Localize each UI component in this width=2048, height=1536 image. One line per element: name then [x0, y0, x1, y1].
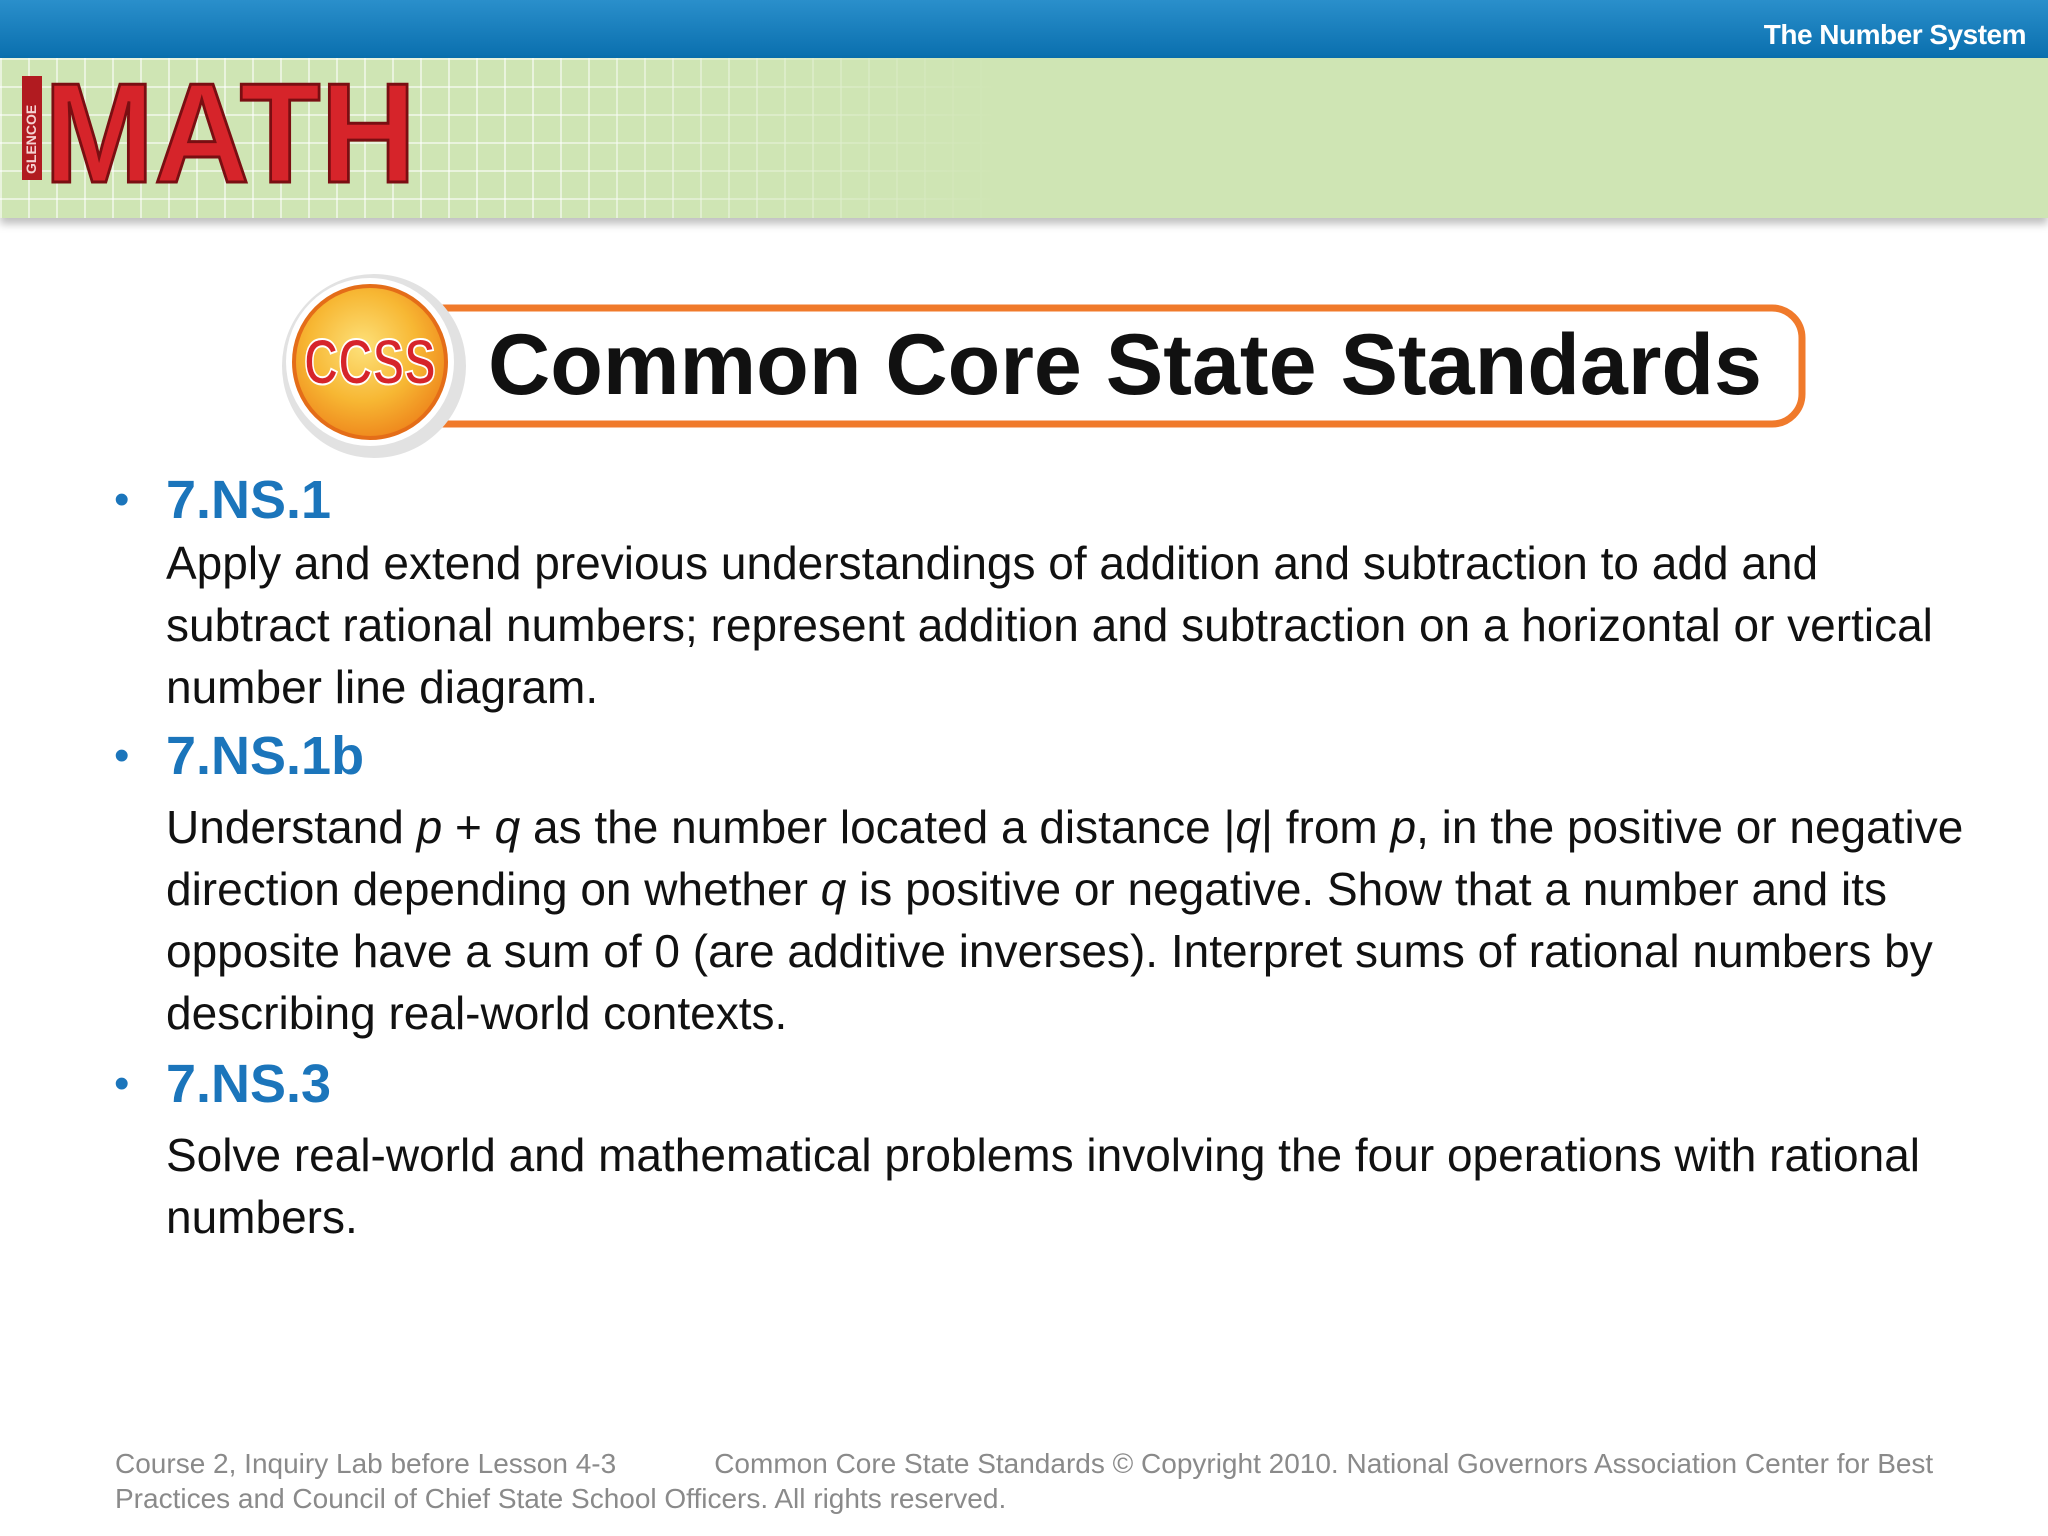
ccss-badge-text: CCSS	[304, 326, 436, 398]
standard-item	[110, 1054, 1970, 1248]
ccss-title: Common Core State Standards	[488, 317, 1763, 413]
standard-description: Solve real-world and mathematical problems involving the four operations with rational numbers.	[166, 1129, 1920, 1243]
logo-spine-text: GLENCOE	[23, 104, 39, 174]
ccss-header	[282, 266, 1812, 466]
standards-list	[110, 470, 1970, 1248]
math-logo	[22, 62, 422, 192]
standard-item	[110, 726, 1970, 1044]
footer	[115, 1446, 1995, 1516]
bullet: •	[114, 731, 130, 780]
standard-code: 7.NS.3	[166, 1054, 332, 1114]
standard-code: 7.NS.1	[166, 470, 332, 530]
standard-description: Understand p + q as the number located a distance |q| from p, in the positive or negative direction depending on whether q is positive or negative. Show that a number and its opposite have a sum of 0 (are additive inverses). Interpret sums of rational numbers by describing real-world contexts.	[166, 801, 1964, 1039]
bullet: •	[114, 1059, 130, 1108]
standard-code: 7.NS.1b	[166, 726, 365, 786]
footer-copyright: Common Core State Standards © Copyright 2010. National Governors Association Center for Best Practices and Council of Chief State School Officers. All rights reserved.	[115, 1448, 1934, 1514]
logo-math-text: MATH	[44, 62, 416, 192]
footer-lesson: Course 2, Inquiry Lab before Lesson 4-3	[115, 1448, 617, 1479]
standard-description: Apply and extend previous understandings of addition and subtraction to add and subtract rational numbers; represent addition and subtraction on a horizontal or vertical number line diagram.	[166, 537, 1933, 713]
bullet: •	[114, 475, 130, 524]
top-bar	[0, 0, 2048, 58]
standard-item	[110, 470, 1970, 718]
section-title: The Number System	[1763, 19, 2026, 50]
